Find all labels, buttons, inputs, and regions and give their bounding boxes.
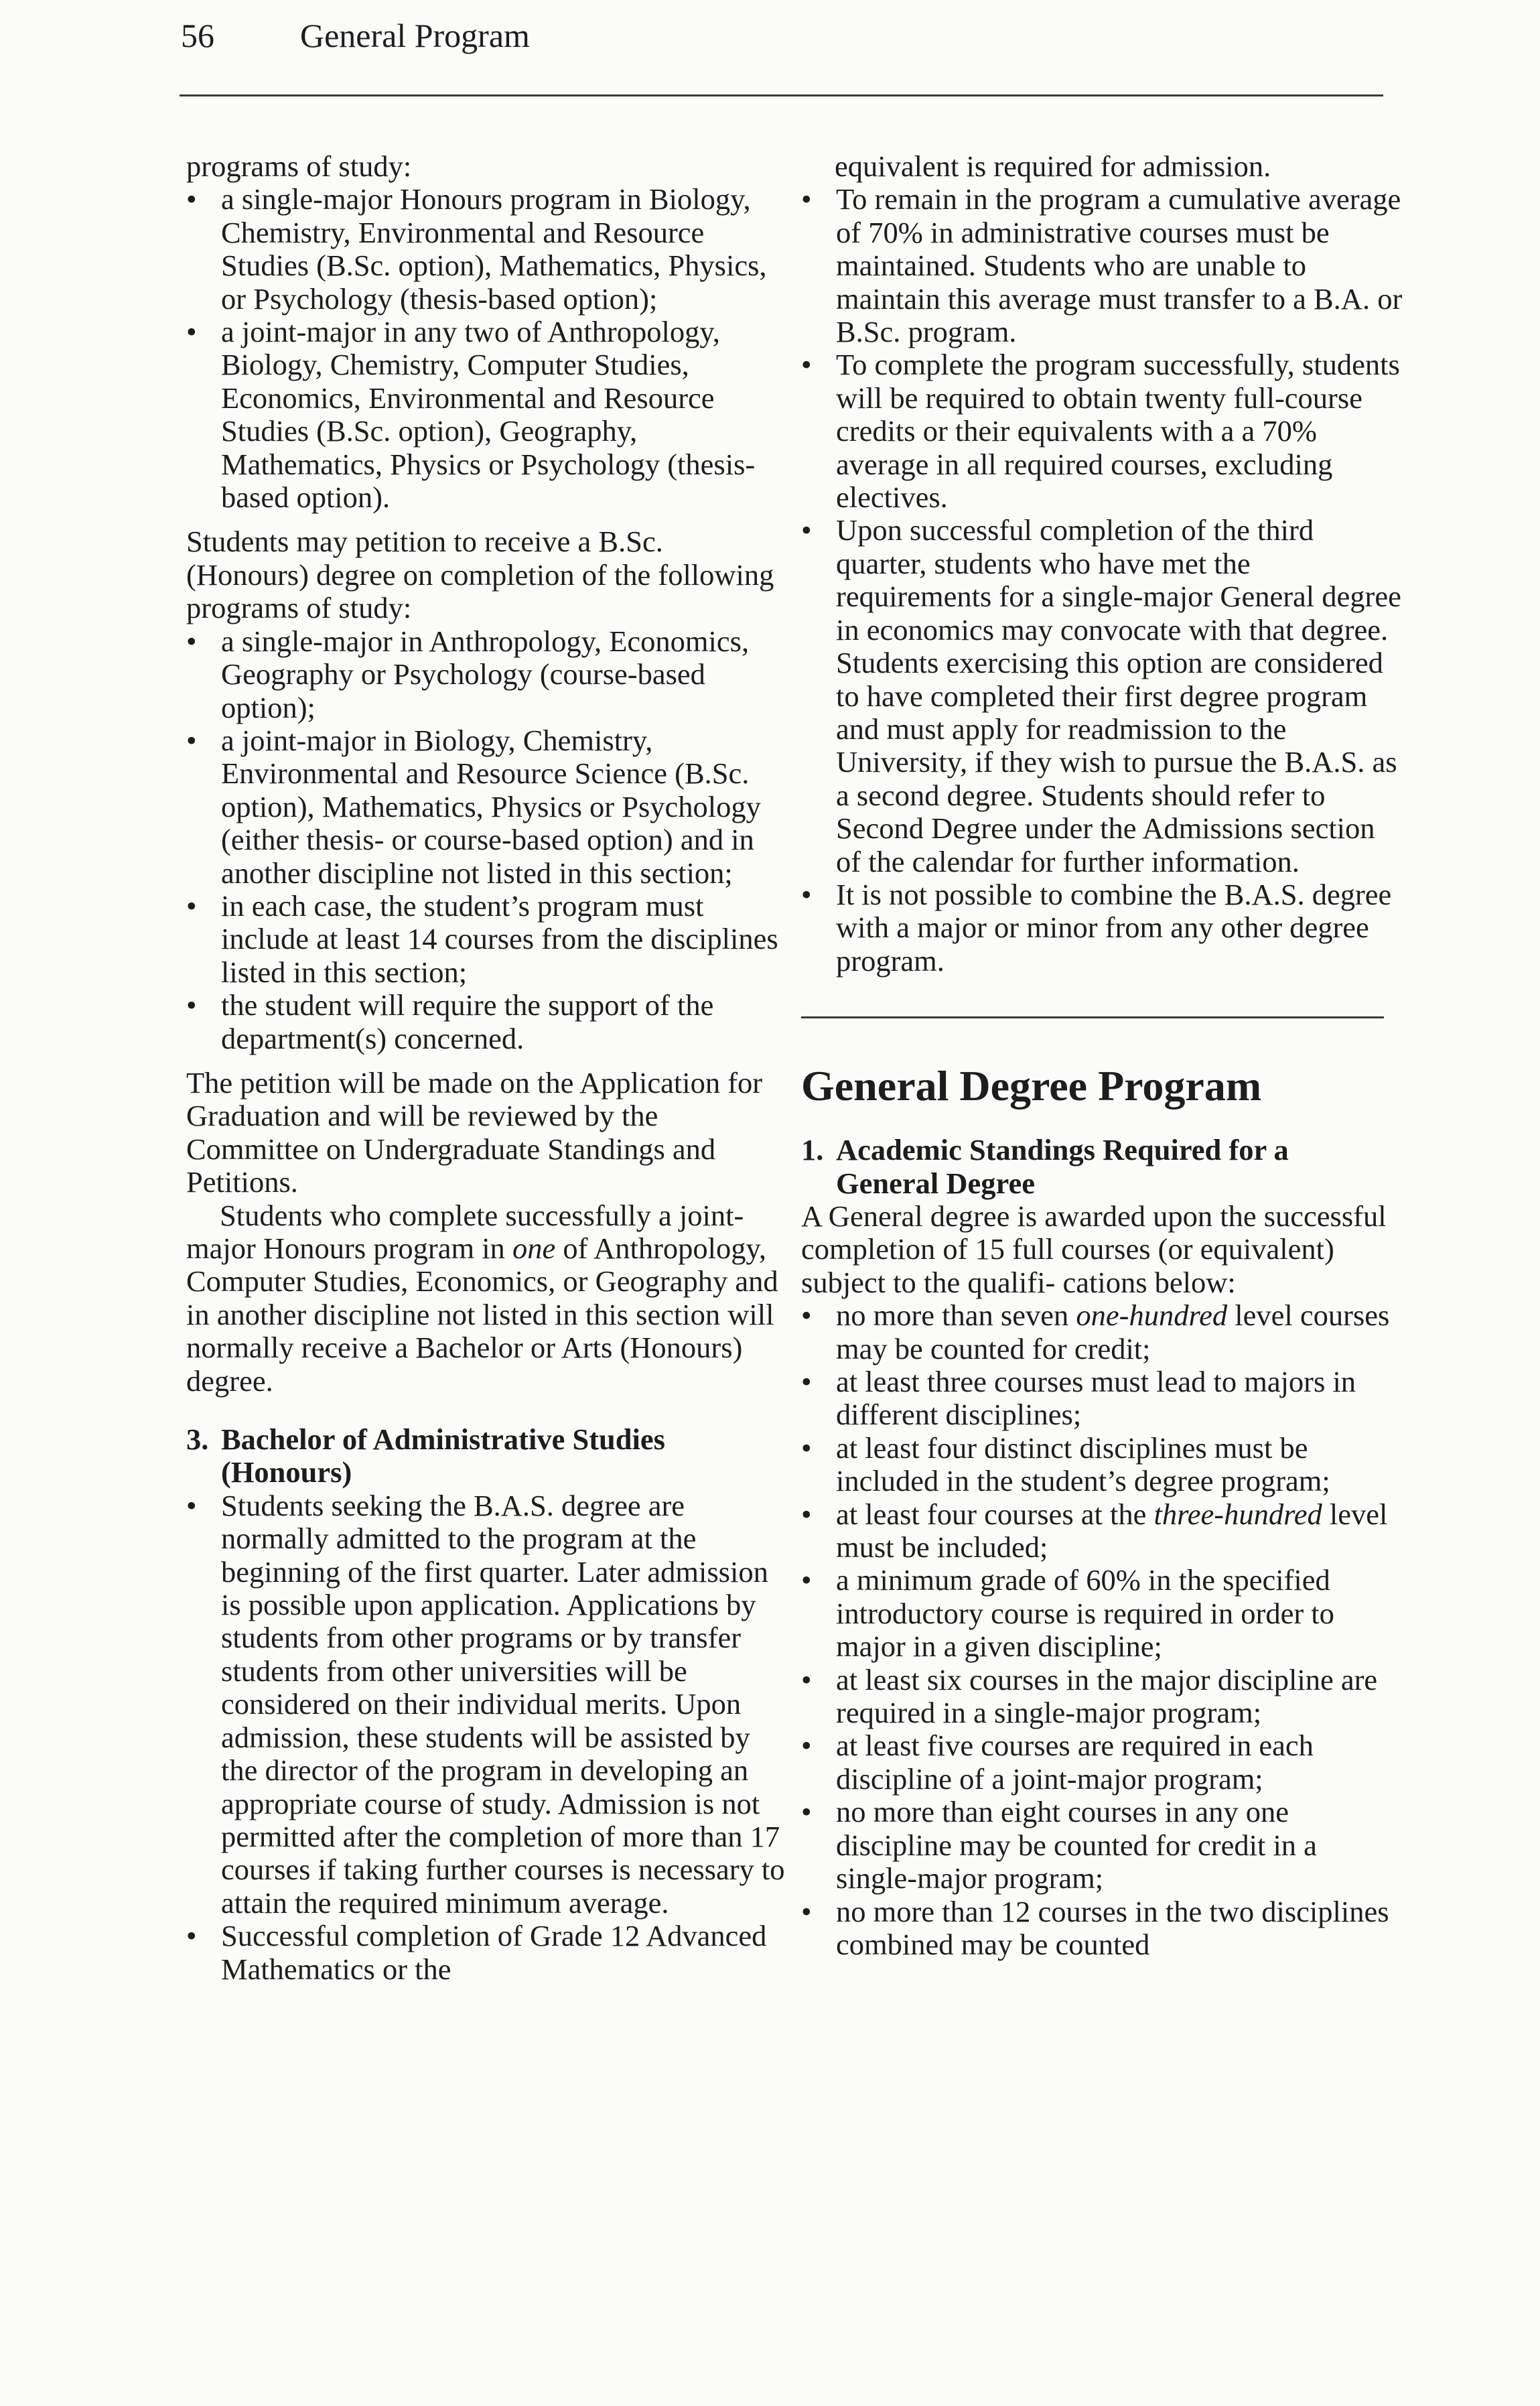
- section-number: 1.: [801, 1133, 824, 1167]
- continued-line: equivalent is required for admission.: [835, 149, 1271, 183]
- bas-continued-list: [801, 183, 1404, 978]
- list-item: • the student will require the support of the department(s) concerned.: [186, 989, 789, 1055]
- running-title: General Program: [300, 17, 530, 54]
- item-text: at least four courses at the: [836, 1497, 1154, 1531]
- item-emphasis: one-hundred: [1076, 1298, 1228, 1333]
- left-column: [186, 150, 789, 1986]
- list-item: • a single-major in Anthropology, Economics, Geography or Psychology (course-based option);: [186, 625, 789, 724]
- section-title-continued: (Honours): [221, 1455, 352, 1489]
- list-item: • Upon successful completion of the third quarter, students who have met the requirements for a single-major General degree in economics may convocate with that degree. Students exercising this option are considered to have completed their first degree program and must apply for readmission to the University, if they wish to pursue the B.A.S. as a second degree. Students should refer to Second Degree under the Admissions section of the calendar for further information.: [801, 514, 1404, 878]
- joint-major-text: of Anthropology, Computer Studies, Economics, or Geography and in another discipline not listed in this section will normally receive a Bachelor or Arts (Honours) degree.: [186, 1231, 778, 1398]
- bas-requirements-list: [186, 1489, 789, 1986]
- section-3-heading: [186, 1423, 789, 1489]
- list-item: • at least six courses in the major discipline are required in a single-major program;: [801, 1664, 1404, 1730]
- petition-bsc-paragraph: Students may petition to receive a B.Sc. (Honours) degree on completion of the following programs of study:: [186, 525, 774, 625]
- list-item: • in each case, the student’s program must include at least 14 courses from the disciplines listed in this section;: [186, 890, 789, 989]
- list-item: • a single-major Honours program in Biology, Chemistry, Environmental and Resource Studies (B.Sc. option), Mathematics, Physics, or Psychology (thesis-based option);: [186, 183, 789, 316]
- joint-major-emphasis: one: [512, 1231, 556, 1265]
- list-item: • a joint-major in Biology, Chemistry, Environmental and Resource Science (B.Sc. option), Mathematics, Physics or Psychology (either thesis- or course-based option) and in another discipline not listed in this section;: [186, 724, 789, 890]
- list-item: [801, 1299, 1404, 1365]
- petition-programs-list: [186, 625, 789, 1055]
- honours-bsc-list: [186, 183, 789, 514]
- list-item: • To remain in the program a cumulative average of 70% in administrative courses must be maintained. Students who are unable to maintain this average must transfer to a B.A. or B.Sc. program.: [801, 183, 1404, 348]
- list-item: • Students seeking the B.A.S. degree are normally admitted to the program at the beginning of the first quarter. Later admission is possible upon application. Applications by students from other programs or by transfer students from other universities will be considered on their individual merits. Upon admission, these students will be assisted by the director of the program in developing an appropriate course of study. Admission is not permitted after the completion of more than 17 courses if taking further courses is necessary to attain the required minimum average.: [186, 1489, 789, 1920]
- petition-paragraph: The petition will be made on the Application for Graduation and will be reviewed by the Committee on Undergraduate Standings and Petitions.: [186, 1065, 763, 1199]
- joint-major-paragraph: [186, 1199, 789, 1398]
- list-item: • a minimum grade of 60% in the specified introductory course is required in order to major in a given discipline;: [801, 1564, 1404, 1663]
- item-text: level must be included;: [836, 1497, 1388, 1564]
- section-title: Bachelor of Administrative Studies: [221, 1422, 665, 1457]
- list-item: • a joint-major in any two of Anthropology, Biology, Chemistry, Computer Studies, Economics, Environmental and Resource Studies (B.Sc. option), Geography, Mathematics, Physics or Psychology (thesis-based option).: [186, 316, 789, 514]
- right-column: [801, 150, 1404, 1961]
- list-item: • To complete the program successfully, students will be required to obtain twenty full-course credits or their equivalents with a a 70% average in all required courses, excluding electives.: [801, 348, 1404, 514]
- section-1-heading: [801, 1134, 1404, 1200]
- header-rule: [180, 94, 1383, 96]
- list-item: [801, 1498, 1404, 1564]
- item-emphasis: three-hundred: [1153, 1497, 1322, 1531]
- list-item: • no more than 12 courses in the two disciplines combined may be counted: [801, 1895, 1404, 1962]
- section-title: Academic Standings Required for a: [836, 1133, 1289, 1167]
- list-item: • at least three courses must lead to majors in different disciplines;: [801, 1365, 1404, 1432]
- list-item: • at least four distinct disciplines must be included in the student’s degree program;: [801, 1432, 1404, 1498]
- intro-line: programs of study:: [186, 149, 412, 183]
- general-degree-paragraph: A General degree is awarded upon the successful completion of 15 full courses (or equivalent) subject to the qualifi- cations below:: [801, 1199, 1387, 1299]
- list-item: • no more than eight courses in any one discipline may be counted for credit in a single-major program;: [801, 1796, 1404, 1895]
- item-text: no more than seven: [836, 1298, 1076, 1333]
- item-text: level courses may be counted for credit;: [836, 1298, 1390, 1365]
- joint-major-text: Students who complete successfully a joint-major Honours program in: [186, 1198, 744, 1265]
- section-divider: [801, 1016, 1384, 1018]
- list-item: • It is not possible to combine the B.A.S. degree with a major or minor from any other degree program.: [801, 878, 1404, 978]
- general-degree-list: [801, 1299, 1404, 1961]
- running-head: [181, 12, 530, 59]
- list-item: • at least five courses are required in each discipline of a joint-major program;: [801, 1729, 1404, 1796]
- list-item: • Successful completion of Grade 12 Advanced Mathematics or the: [186, 1920, 789, 1986]
- section-title: General Degree Program: [801, 1062, 1262, 1110]
- section-number: 3.: [186, 1422, 209, 1457]
- section-title-continued: General Degree: [836, 1166, 1035, 1200]
- page-number: 56: [181, 17, 214, 54]
